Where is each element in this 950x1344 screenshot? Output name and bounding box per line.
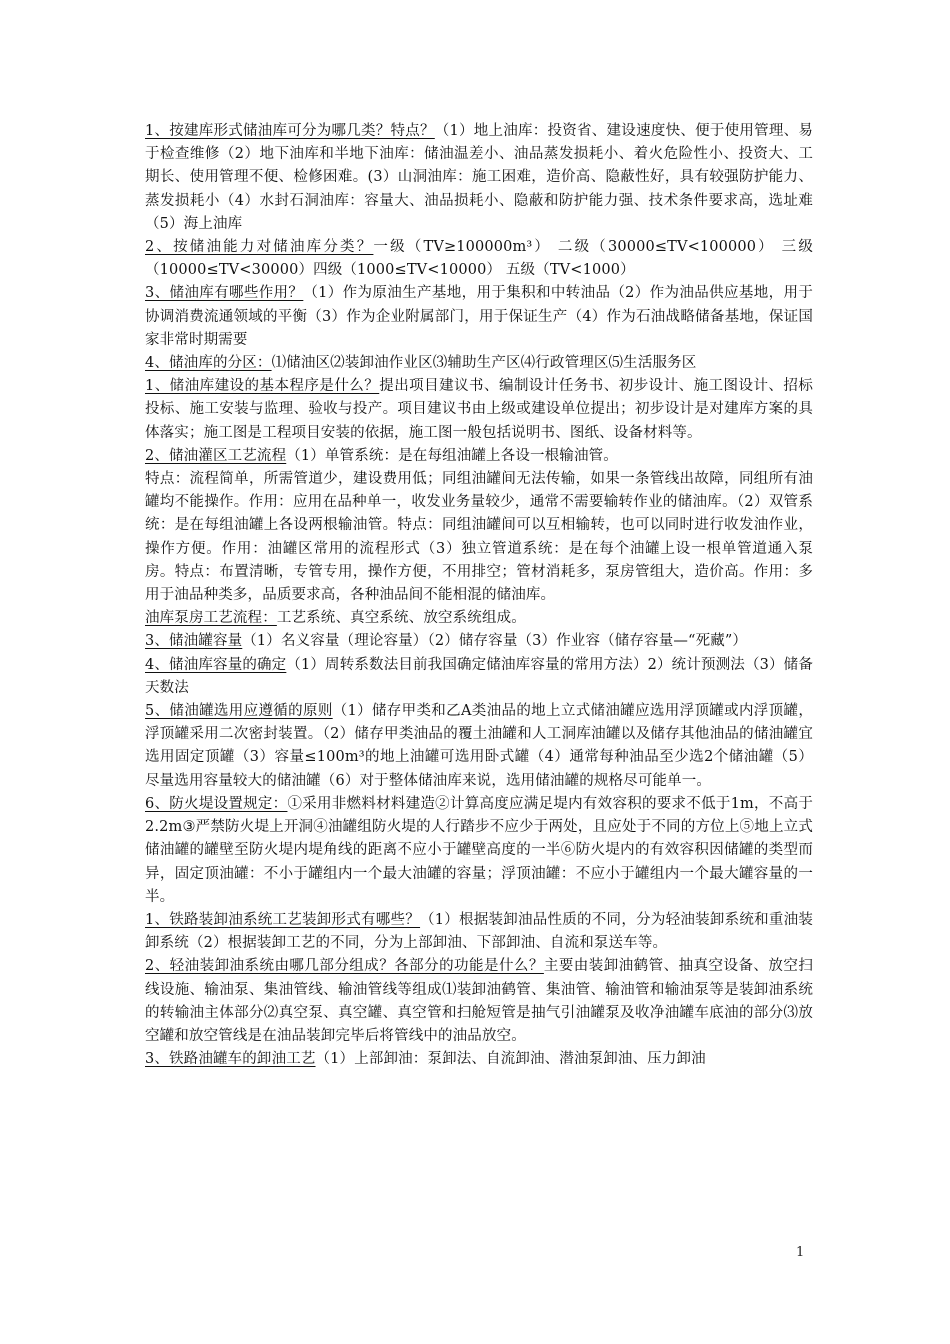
question-heading: 3、储油罐容量 <box>145 633 243 650</box>
answer-text: （1）作为原油生产基地，用于集积和中转油品（2）作为油品供应基地，用于协调消费流通领域的平衡（3）作为企业附属部门，用于保证生产（4）作为石油战略储备基地，保证国家非常时期需要 <box>145 285 814 348</box>
question-heading: 2、储油灌区工艺流程 <box>145 447 287 464</box>
paragraph-3 <box>145 282 813 352</box>
paragraph-9 <box>145 630 813 653</box>
question-heading: 1、储油库建设的基本程序是什么？ <box>145 378 380 395</box>
question-heading: 5、储油罐选用应遵循的原则 <box>145 703 333 720</box>
paragraph-11 <box>145 700 813 793</box>
answer-text: 特点：流程简单，所需管道少，建设费用低；同组油罐间无法传输，如果一条管线出故障，同组所有油罐均不能操作。作用：应用在品种单一，收发业务量较少，通常不需要输转作业的储油库。（2）双管系统：是在每组油罐上各设两根输油管。特点：同组油罐间可以互相输转，也可以同时进行收发油作业，操作方便。作用：油罐区常用的流程形式（3）独立管道系统：是在每个油罐上设一根单管道通入泵房。特点：布置清晰，专管专用，操作方便，不用排空；管材消耗多，泵房管组大，造价高。作用：多用于油品种类多，品质要求高，各种油品间不能相混的储油库。 <box>145 471 813 604</box>
paragraph-14 <box>145 955 813 1048</box>
question-heading: 1、按建库形式储油库可分为哪几类？特点？ <box>145 123 435 139</box>
answer-text: （1）上部卸油：泵卸法、自流卸油、潜油泵卸油、压力卸油 <box>315 1051 706 1068</box>
question-heading: 1、铁路装卸油系统工艺装卸形式有哪些？ <box>145 911 421 928</box>
document-body <box>145 120 813 1071</box>
answer-text: ①采用非燃料材料建造②计算高度应满足堤内有效容积的要求不低于1m，不高于2.2m③严禁防火堤上开洞④油罐组防火堤的人行踏步不应少于两处，且应处于不同的方位上⑤地上立式储油罐的罐壁至防火堤内堤角线的距离不应小于罐壁高度的一半⑥防火堤内的有效容积因储罐的类型而异，固定顶油罐：不小于罐组内一个最大油罐的容量；浮顶油罐：不应小于罐组内一个最大罐容量的一半。 <box>145 795 813 905</box>
question-heading: 4、储油库的分区： <box>145 355 272 372</box>
page-number: 1 <box>796 1245 805 1260</box>
answer-text: （1）地上油库：投资省、建设速度快、便于使用管理、易于检查维修（2）地下油库和半地下油库：储油温差小、油品蒸发损耗小、着火危险性小、投资大、工期长、使用管理不便、检修困难。(3）山洞油库：施工困难，造价高、隐蔽性好，具有较强防护能力、蒸发损耗小（4）水封石洞油库：容量大、油品损耗小、隐蔽和防护能力强、技术条件要求高，选址难（5）海上油库 <box>145 123 813 232</box>
paragraph-5 <box>145 375 813 445</box>
paragraph-10 <box>145 654 813 700</box>
paragraph-6 <box>145 445 813 468</box>
answer-text: 主要由装卸油鹤管、抽真空设备、放空扫线设施、输油泵、集油管线、输油管线等组成⑴装卸油鹤管、集油管、输油管和输油泵等是装卸油系统的转输油主体部分⑵真空泵、真空罐、真空管和扫舱短管是抽气引油罐泵及收净油罐车底油的部分⑶放空罐和放空管线是在油品装卸完毕后将管线中的油品放空。 <box>145 958 813 1044</box>
answer-text: （1）根据装卸油品性质的不同，分为轻油装卸系统和重油装卸系统（2）根据装卸工艺的不同，分为上部卸油、下部卸油、自流和泵送车等。 <box>145 911 814 952</box>
question-heading: 4、储油库容量的确定 <box>145 656 287 673</box>
answer-text: （1）储存甲类和乙A类油品的地上立式储油罐应选用浮顶罐或内浮顶罐，浮顶罐采用二次密封装置。（2）储存甲类油品的覆土油罐和人工洞库油罐以及储存其他油品的储油罐宜选用固定顶罐（3）容量≤100m³的地上油罐可选用卧式罐（4）通常每种油品至少选2个储油罐（5）尽量选用容量较大的储油罐（6）对于整体储油库来说，选用储油罐的规格尽可能单一。 <box>145 703 813 789</box>
question-heading: 3、铁路油罐车的卸油工艺 <box>145 1051 316 1068</box>
paragraph-4 <box>145 352 813 375</box>
answer-text: 一级（TV≥100000m³） 二级（30000≤TV<100000） 三级（10000≤TV<30000）四级（1000≤TV<10000） 五级（TV<1000） <box>145 239 814 279</box>
paragraph-13 <box>145 909 813 955</box>
paragraph-7 <box>145 468 813 607</box>
question-heading: 2、轻油装卸油系统由哪几部分组成？各部分的功能是什么？ <box>145 958 544 975</box>
answer-text: 提出项目建议书、编制设计任务书、初步设计、施工图设计、招标投标、施工安装与监理、验收与投产。项目建议书由上级或建设单位提出；初步设计是对建库方案的具体落实；施工图是工程项目安装的依据，施工图一般包括说明书、图纸、设备材料等。 <box>145 378 814 441</box>
answer-text: （1）周转系数法目前我国确定储油库容量的常用方法）2）统计预测法（3）储备天数法 <box>145 656 813 696</box>
question-heading: 2、按储油能力对储油库分类？ <box>145 239 374 256</box>
answer-text: （1）名义容量（理论容量）（2）储存容量（3）作业容（储存容量—“死藏”） <box>242 633 748 650</box>
answer-text: 工艺系统、真空系统、放空系统组成。 <box>276 610 526 627</box>
question-heading: 6、防火堤设置规定： <box>145 795 288 812</box>
answer-text: （1）单管系统：是在每组油罐上各设一根输油管。 <box>286 447 618 464</box>
paragraph-8 <box>145 607 813 630</box>
answer-text: ⑴储油区⑵装卸油作业区⑶辅助生产区⑷行政管理区⑸生活服务区 <box>271 355 697 372</box>
paragraph-15 <box>145 1048 813 1071</box>
paragraph-12 <box>145 793 813 909</box>
question-heading: 油库泵房工艺流程： <box>145 610 277 627</box>
paragraph-1 <box>145 120 813 236</box>
question-heading: 3、储油库有哪些作用？ <box>145 285 304 302</box>
paragraph-2 <box>145 236 813 282</box>
